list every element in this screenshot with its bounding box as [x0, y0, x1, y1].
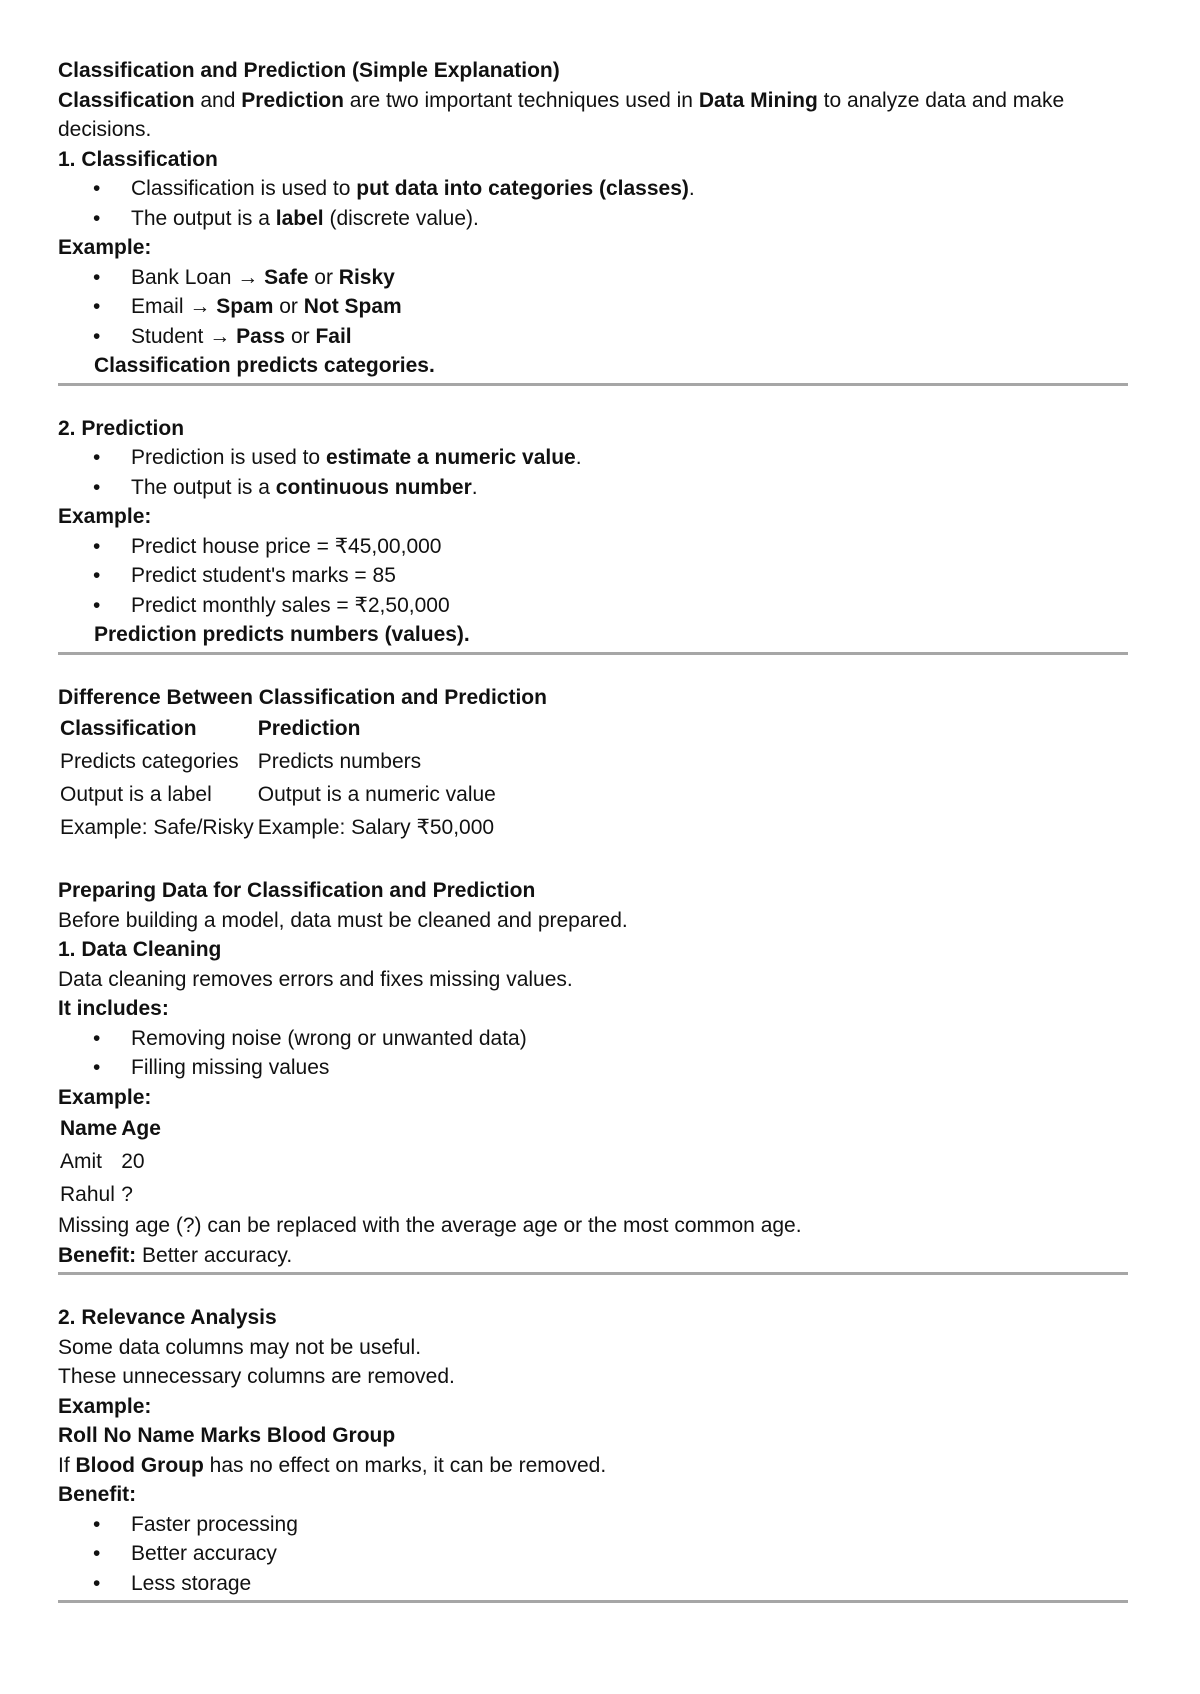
prediction-heading: 2. Prediction — [58, 416, 185, 440]
intro-text-2: are two important techniques used in — [343, 88, 699, 112]
list-item — [58, 322, 1128, 352]
document-title: Classification and Prediction (Simple Explanation) — [58, 59, 560, 82]
bullet-icon: • — [93, 1026, 101, 1050]
cleaning-note: Missing age (?) can be replaced with the average age or the most common age. — [58, 1214, 802, 1237]
list-item — [58, 473, 1128, 503]
list-item — [58, 561, 1128, 591]
bullet-text: Faster processing — [131, 1512, 298, 1536]
cleaning-benefit — [58, 1241, 1128, 1271]
bullet-bold: put data into categories (classes) — [356, 177, 689, 200]
bullet-text: Filling missing values — [131, 1056, 330, 1079]
bullet-bold: continuous number — [275, 475, 472, 499]
cleaning-heading: 1. Data Cleaning — [58, 938, 222, 961]
list-item — [58, 204, 1128, 234]
table-row — [58, 1145, 163, 1178]
cleaning-description: Data cleaning removes errors and fixes missing values. — [58, 967, 573, 991]
list-item — [58, 1053, 1128, 1083]
bullet-text: Less storage — [131, 1571, 252, 1595]
cleaning-example-label: Example: — [58, 1085, 152, 1109]
document-page — [58, 56, 1128, 1603]
difference-heading: Difference Between Classification and Prediction — [58, 685, 547, 709]
note-text: has no effect on marks, it can be removed. — [203, 1453, 607, 1477]
table-cell: Output is a numeric value — [257, 783, 496, 806]
bullet-icon: • — [93, 534, 101, 558]
table-cell: Example: Safe/Risky — [60, 816, 254, 839]
bullet-bold: estimate a numeric value — [325, 446, 576, 469]
intro-bold-data-mining: Data Mining — [698, 88, 818, 112]
table-row — [58, 811, 498, 844]
relevance-benefit-label: Benefit: — [58, 1483, 137, 1506]
bullet-text: Bank Loan → — [131, 265, 265, 289]
bullet-bold: Pass — [236, 324, 286, 348]
bullet-text: or — [285, 324, 316, 348]
bullet-icon: • — [93, 593, 101, 617]
bullet-text: or — [273, 295, 304, 318]
spacer — [58, 655, 1128, 683]
bullet-icon: • — [93, 206, 101, 230]
list-item — [58, 591, 1128, 621]
bullet-bold: Safe — [264, 265, 309, 289]
bullet-text: Predict monthly sales = ₹2,50,000 — [131, 593, 450, 617]
note-bold: Blood Group — [75, 1453, 204, 1477]
bullet-text: or — [308, 265, 339, 289]
cleaning-example-table — [58, 1112, 163, 1211]
relevance-line-1: Some data columns may not be useful. — [58, 1335, 422, 1359]
spacer — [58, 1275, 1128, 1303]
relevance-heading: 2. Relevance Analysis — [58, 1306, 277, 1329]
table-cell: ? — [121, 1183, 133, 1206]
table-header-cell: Name — [60, 1117, 118, 1140]
table-cell: Example: Salary ₹50,000 — [257, 816, 495, 839]
note-text: If — [58, 1453, 76, 1477]
prediction-example-label: Example: — [58, 505, 152, 528]
list-item — [58, 263, 1128, 293]
bullet-icon: • — [93, 1512, 101, 1536]
table-cell: Predicts categories — [60, 750, 239, 773]
prediction-conclusion: Prediction predicts numbers (values). — [94, 623, 470, 646]
relevance-example-label: Example: — [58, 1394, 152, 1418]
table-cell: 20 — [121, 1150, 145, 1173]
bullet-text: The output is a — [131, 475, 276, 499]
table-cell: Output is a label — [60, 783, 212, 806]
table-header-row — [58, 712, 498, 745]
bullet-bold: label — [275, 206, 324, 230]
list-item — [58, 292, 1128, 322]
list-item — [58, 1539, 1128, 1569]
bullet-text: . — [575, 446, 582, 469]
classification-heading: 1. Classification — [58, 147, 218, 171]
list-item — [58, 174, 1128, 204]
table-header-row — [58, 1112, 163, 1145]
intro-bold-prediction: Prediction — [241, 88, 344, 112]
table-cell: Predicts numbers — [257, 750, 422, 773]
bullet-text: Better accuracy — [131, 1542, 277, 1565]
bullet-bold: Spam — [216, 295, 274, 318]
list-item — [58, 443, 1128, 473]
classification-example-label: Example: — [58, 236, 152, 259]
list-item — [58, 1569, 1128, 1599]
bullet-icon: • — [93, 446, 101, 469]
bullet-bold: Risky — [338, 265, 395, 289]
bullet-icon: • — [93, 295, 101, 318]
bullet-text: Predict house price = ₹45,00,000 — [131, 534, 442, 558]
bullet-icon: • — [93, 324, 101, 348]
table-row — [58, 778, 498, 811]
bullet-text: Email → — [131, 295, 217, 318]
relevance-note — [58, 1451, 1128, 1481]
bullet-icon: • — [93, 475, 101, 499]
section-divider — [58, 1600, 1128, 1603]
intro-text-3: to analyze data and make decisions. — [58, 88, 1065, 141]
table-cell: Amit — [60, 1150, 102, 1173]
bullet-text: Prediction is used to — [131, 446, 326, 469]
bullet-text: Removing noise (wrong or unwanted data) — [131, 1026, 527, 1050]
list-item — [58, 1510, 1128, 1540]
bullet-text: (discrete value). — [323, 206, 479, 230]
preparing-intro: Before building a model, data must be cleaned and prepared. — [58, 908, 628, 932]
classification-conclusion: Classification predicts categories. — [94, 354, 435, 377]
bullet-bold: Not Spam — [303, 295, 402, 318]
bullet-icon: • — [93, 1571, 101, 1595]
bullet-icon: • — [93, 265, 101, 289]
bullet-text: . — [471, 475, 478, 499]
table-row — [58, 1178, 163, 1211]
table-header-cell: Prediction — [257, 717, 361, 740]
benefit-text: Better accuracy. — [136, 1243, 293, 1267]
table-header-cell: Age — [121, 1117, 161, 1140]
list-item — [58, 1024, 1128, 1054]
bullet-text: The output is a — [131, 206, 276, 230]
bullet-text: . — [688, 177, 695, 200]
relevance-line-2: These unnecessary columns are removed. — [58, 1365, 455, 1388]
table-header-cell: Classification — [60, 717, 197, 740]
intro-text-1: and — [194, 88, 242, 112]
preparing-heading: Preparing Data for Classification and Prediction — [58, 879, 536, 902]
bullet-text: Classification is used to — [131, 177, 357, 200]
bullet-text: Predict student's marks = 85 — [131, 564, 396, 587]
table-row — [58, 745, 498, 778]
bullet-text: Student → — [131, 324, 237, 348]
table-cell: Rahul — [60, 1183, 115, 1206]
bullet-bold: Fail — [315, 324, 352, 348]
bullet-icon: • — [93, 1056, 101, 1079]
bullet-icon: • — [93, 177, 101, 200]
intro-paragraph — [58, 86, 1128, 145]
spacer — [58, 386, 1128, 414]
relevance-columns-line: Roll No Name Marks Blood Group — [58, 1424, 396, 1447]
benefit-label: Benefit: — [58, 1243, 137, 1267]
list-item — [58, 532, 1128, 562]
bullet-icon: • — [93, 564, 101, 587]
spacer — [58, 844, 1128, 876]
intro-bold-classification: Classification — [58, 88, 195, 112]
difference-table — [58, 712, 498, 844]
bullet-icon: • — [93, 1542, 101, 1565]
cleaning-includes-label: It includes: — [58, 997, 169, 1020]
